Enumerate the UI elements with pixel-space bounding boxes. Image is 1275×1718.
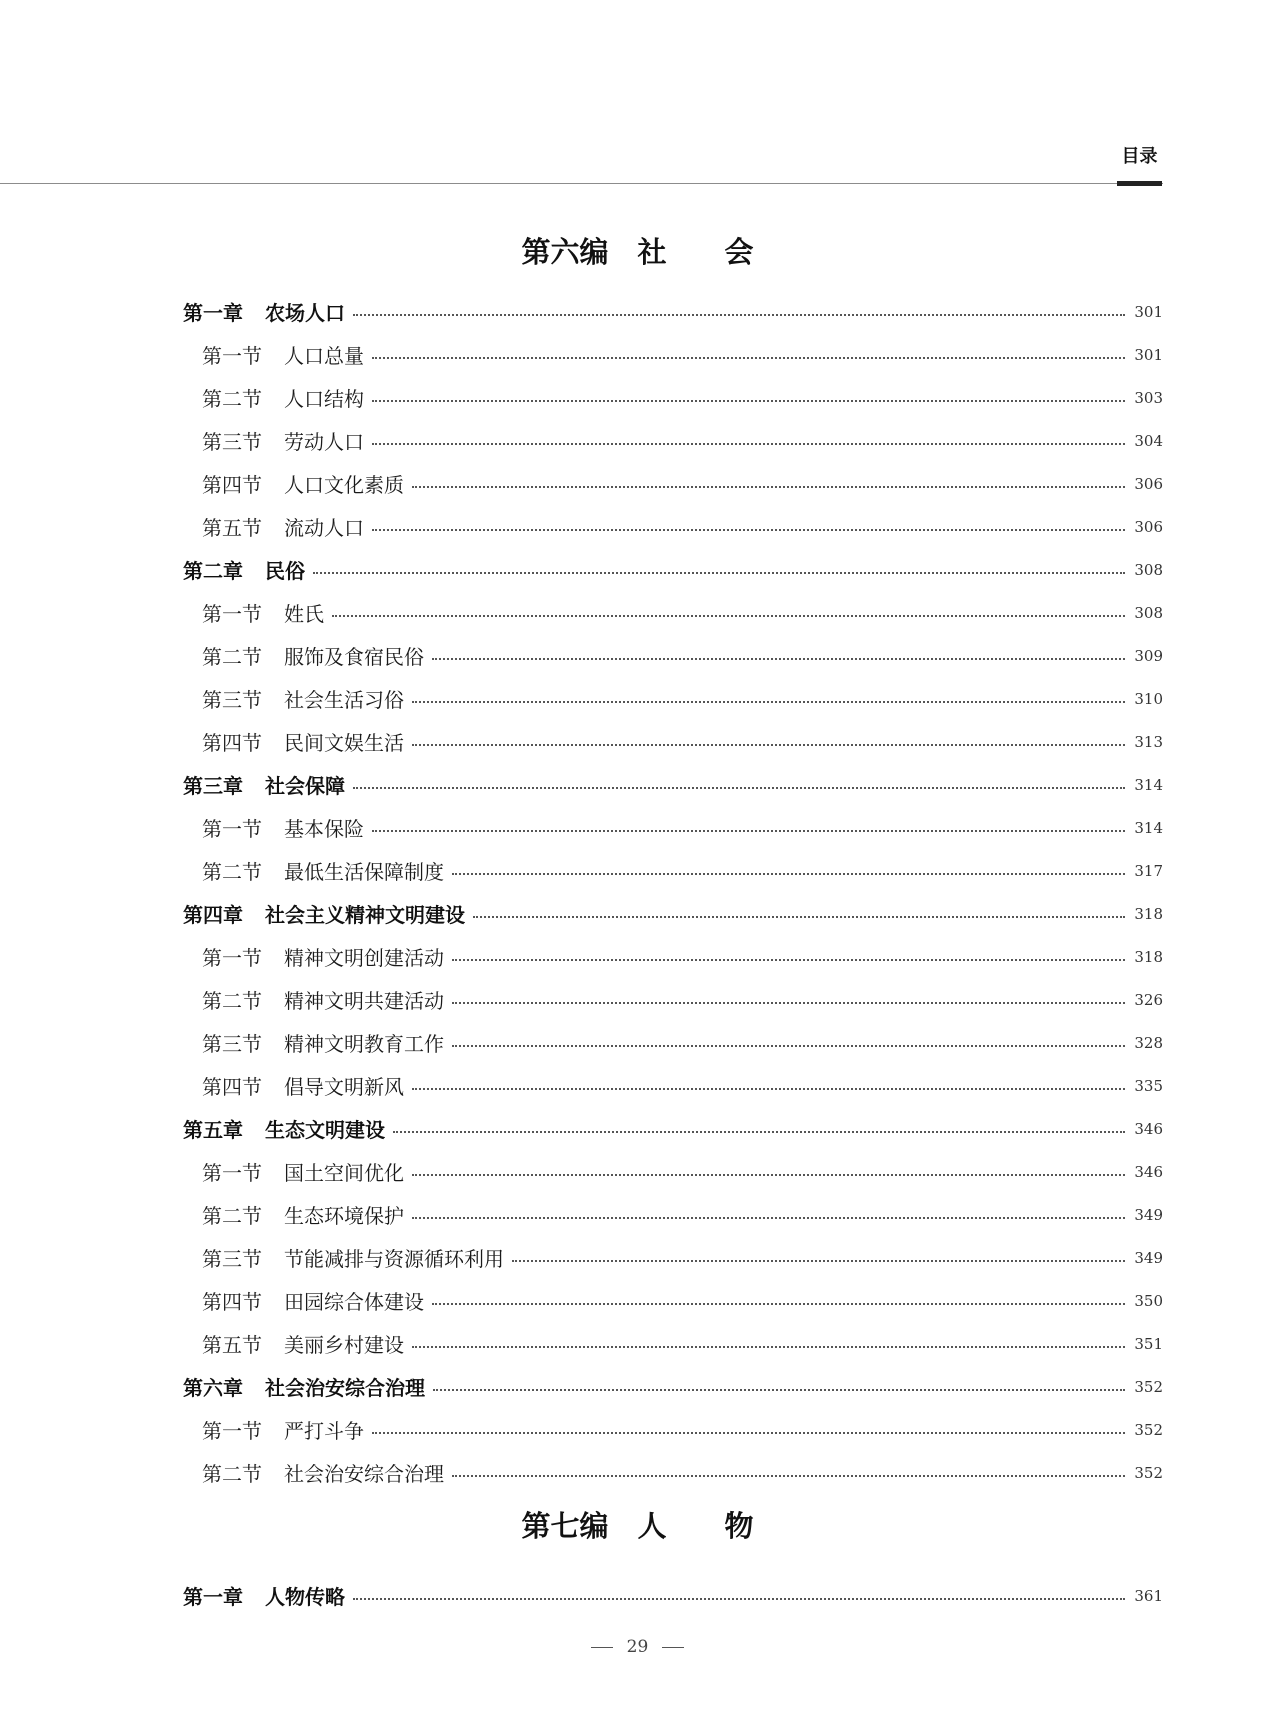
entry-page-number: 314: [1134, 818, 1163, 837]
entry-page-number: 328: [1134, 1033, 1163, 1052]
entry-number: 第二节: [202, 387, 262, 411]
entry-page-number: 306: [1134, 517, 1163, 536]
entry-title: 严打斗争: [284, 1419, 364, 1443]
entry-title: 国土空间优化: [284, 1161, 404, 1185]
part-title: 第七编 人 物: [521, 1509, 754, 1543]
toc-section-row: [183, 505, 1163, 548]
entry-page-number: 303: [1134, 388, 1163, 407]
entry-title: 生态文明建设: [265, 1118, 385, 1142]
toc-section-row: [183, 419, 1163, 462]
entry-title: 社会主义精神文明建设: [265, 903, 465, 927]
entry-number: 第一节: [202, 1161, 262, 1185]
toc-section-row: [183, 1064, 1163, 1107]
toc-section-row: [183, 634, 1163, 677]
dot-leader: [353, 314, 1125, 316]
entry-page-number: 301: [1134, 345, 1163, 364]
dot-leader: [412, 1217, 1125, 1219]
toc-section-row: [183, 978, 1163, 1021]
dot-leader: [512, 1260, 1125, 1262]
toc-section-row: [183, 1193, 1163, 1236]
entry-page-number: 361: [1134, 1586, 1163, 1605]
entry-title: 社会治安综合治理: [265, 1376, 425, 1400]
toc-section-row: [183, 720, 1163, 763]
entry-page-number: 351: [1134, 1334, 1163, 1353]
page-number: 29: [626, 1637, 649, 1657]
dot-leader: [412, 1346, 1125, 1348]
entry-number: 第二节: [202, 989, 262, 1013]
header-rule: [0, 183, 1163, 184]
toc-section-row: [183, 1322, 1163, 1365]
entry-page-number: 352: [1134, 1463, 1163, 1482]
footer-dash-right: [662, 1647, 684, 1648]
entry-number: 第三节: [202, 688, 262, 712]
entry-number: 第二节: [202, 645, 262, 669]
toc-chapter-row: [183, 1574, 1163, 1617]
entry-number: 第四节: [202, 1075, 262, 1099]
entry-page-number: 346: [1134, 1119, 1163, 1138]
toc-section-row: [183, 1279, 1163, 1322]
entry-title: 生态环境保护: [284, 1204, 404, 1228]
running-header: 目录: [1121, 146, 1158, 167]
entry-number: 第一章: [183, 301, 243, 325]
toc-chapter-row: [183, 548, 1163, 591]
entry-page-number: 306: [1134, 474, 1163, 493]
entry-page-number: 309: [1134, 646, 1163, 665]
dot-leader: [372, 443, 1125, 445]
dot-leader: [452, 959, 1125, 961]
toc-section-row: [183, 376, 1163, 419]
dot-leader: [452, 873, 1125, 875]
entry-title: 基本保险: [284, 817, 364, 841]
dot-leader: [412, 1174, 1125, 1176]
entry-number: 第四节: [202, 473, 262, 497]
entry-page-number: 308: [1134, 603, 1163, 622]
entry-title: 社会治安综合治理: [284, 1462, 444, 1486]
toc-section-row: [183, 591, 1163, 634]
entry-page-number: 313: [1134, 732, 1163, 751]
entry-title: 流动人口: [284, 516, 364, 540]
toc-section-row: [183, 1021, 1163, 1064]
entry-page-number: 349: [1134, 1248, 1163, 1267]
dot-leader: [432, 1303, 1125, 1305]
dot-leader: [412, 744, 1125, 746]
entry-number: 第一节: [202, 344, 262, 368]
footer-dash-left: [591, 1647, 613, 1648]
toc-chapter-row: [183, 763, 1163, 806]
dot-leader: [473, 916, 1125, 918]
entry-number: 第三节: [202, 430, 262, 454]
entry-page-number: 308: [1134, 560, 1163, 579]
entry-page-number: 318: [1134, 947, 1163, 966]
entry-page-number: 350: [1134, 1291, 1163, 1310]
dot-leader: [372, 529, 1125, 531]
dot-leader: [412, 701, 1125, 703]
entry-number: 第五节: [202, 1333, 262, 1357]
toc-chapter-row: [183, 1365, 1163, 1408]
entry-number: 第二节: [202, 1462, 262, 1486]
entry-page-number: 301: [1134, 302, 1163, 321]
entry-number: 第四节: [202, 1290, 262, 1314]
entry-title: 农场人口: [265, 301, 345, 325]
entry-number: 第一节: [202, 946, 262, 970]
entry-title: 人口文化素质: [284, 473, 404, 497]
dot-leader: [372, 830, 1125, 832]
toc-section-row: [183, 1408, 1163, 1451]
toc-section-row: [183, 935, 1163, 978]
toc-section-row: [183, 1236, 1163, 1279]
entry-number: 第一章: [183, 1585, 243, 1609]
entry-number: 第三节: [202, 1032, 262, 1056]
entry-title: 倡导文明新风: [284, 1075, 404, 1099]
entry-title: 姓氏: [284, 602, 324, 626]
entry-title: 精神文明共建活动: [284, 989, 444, 1013]
entry-number: 第五节: [202, 516, 262, 540]
toc-section-row: [183, 462, 1163, 505]
toc-section-row: [183, 677, 1163, 720]
dot-leader: [313, 572, 1125, 574]
entry-number: 第一节: [202, 1419, 262, 1443]
toc-section-row: [183, 1451, 1163, 1494]
dot-leader: [372, 1432, 1125, 1434]
entry-page-number: 352: [1134, 1420, 1163, 1439]
entry-page-number: 335: [1134, 1076, 1163, 1095]
entry-title: 节能减排与资源循环利用: [284, 1247, 504, 1271]
entry-page-number: 326: [1134, 990, 1163, 1009]
dot-leader: [393, 1131, 1125, 1133]
toc-list: [183, 290, 1163, 1494]
entry-page-number: 310: [1134, 689, 1163, 708]
entry-title: 人口结构: [284, 387, 364, 411]
dot-leader: [452, 1475, 1125, 1477]
part-title: 第六编 社 会: [521, 235, 754, 269]
entry-number: 第六章: [183, 1376, 243, 1400]
dot-leader: [372, 400, 1125, 402]
dot-leader: [433, 1389, 1125, 1391]
entry-title: 田园综合体建设: [284, 1290, 424, 1314]
dot-leader: [452, 1002, 1125, 1004]
entry-title: 最低生活保障制度: [284, 860, 444, 884]
entry-number: 第一节: [202, 817, 262, 841]
entry-page-number: 349: [1134, 1205, 1163, 1224]
dot-leader: [412, 486, 1125, 488]
entry-title: 人物传略: [265, 1585, 345, 1609]
toc-chapter-row: [183, 892, 1163, 935]
toc-chapter-row: [183, 290, 1163, 333]
entry-title: 美丽乡村建设: [284, 1333, 404, 1357]
entry-number: 第四章: [183, 903, 243, 927]
entry-number: 第二节: [202, 860, 262, 884]
entry-title: 精神文明创建活动: [284, 946, 444, 970]
entry-number: 第一节: [202, 602, 262, 626]
entry-number: 第四节: [202, 731, 262, 755]
page-footer: [0, 1637, 1275, 1657]
header-accent-bar: [1117, 181, 1162, 186]
dot-leader: [353, 787, 1125, 789]
toc-section-row: [183, 849, 1163, 892]
dot-leader: [332, 615, 1125, 617]
dot-leader: [452, 1045, 1125, 1047]
toc-chapter-row: [183, 1107, 1163, 1150]
entry-title: 民俗: [265, 559, 305, 583]
entry-page-number: 314: [1134, 775, 1163, 794]
entry-number: 第五章: [183, 1118, 243, 1142]
dot-leader: [353, 1598, 1125, 1600]
dot-leader: [372, 357, 1125, 359]
entry-page-number: 352: [1134, 1377, 1163, 1396]
entry-page-number: 346: [1134, 1162, 1163, 1181]
entry-number: 第二节: [202, 1204, 262, 1228]
toc-section-row: [183, 1150, 1163, 1193]
entry-number: 第三节: [202, 1247, 262, 1271]
entry-title: 劳动人口: [284, 430, 364, 454]
toc-list: [183, 1574, 1163, 1617]
toc-section-row: [183, 806, 1163, 849]
entry-title: 精神文明教育工作: [284, 1032, 444, 1056]
entry-page-number: 317: [1134, 861, 1163, 880]
entry-number: 第三章: [183, 774, 243, 798]
entry-page-number: 304: [1134, 431, 1163, 450]
toc-section-row: [183, 333, 1163, 376]
dot-leader: [412, 1088, 1125, 1090]
entry-title: 民间文娱生活: [284, 731, 404, 755]
entry-page-number: 318: [1134, 904, 1163, 923]
entry-number: 第二章: [183, 559, 243, 583]
dot-leader: [432, 658, 1125, 660]
entry-title: 社会生活习俗: [284, 688, 404, 712]
entry-title: 服饰及食宿民俗: [284, 645, 424, 669]
entry-title: 人口总量: [284, 344, 364, 368]
entry-title: 社会保障: [265, 774, 345, 798]
